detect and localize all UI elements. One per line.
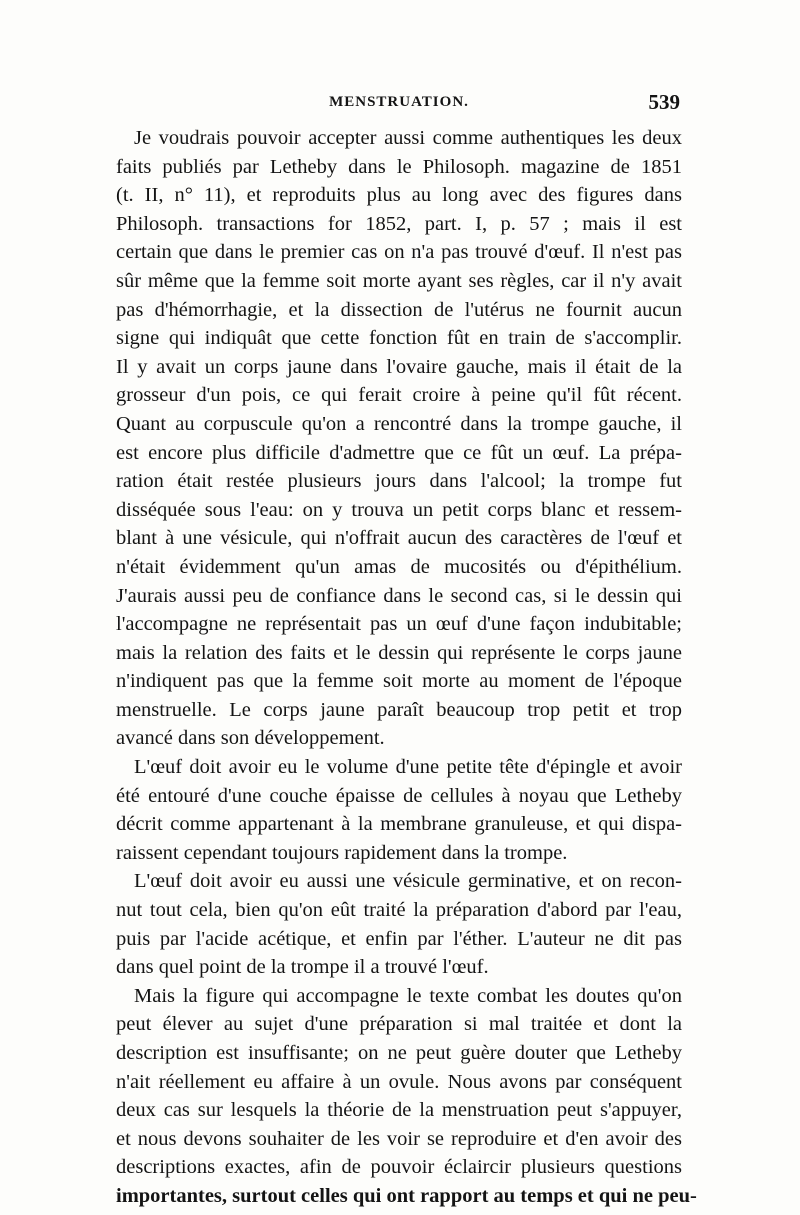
- text-line: Il y avait un corps jaune dans l'ovaire gauche, mais il était de la: [116, 355, 682, 378]
- text-line: n'ait réellement eu affaire à un ovule. Nous avons par conséquent: [116, 1070, 682, 1093]
- text-line: L'œuf doit avoir eu aussi une vésicule germinative, et on recon-: [134, 870, 682, 893]
- text-line: certain que dans le premier cas on n'a pas trouvé d'œuf. Il n'est pas: [116, 241, 682, 264]
- text-line: peut élever au sujet d'une préparation si mal traitée et dont la: [116, 1013, 682, 1036]
- running-header: [116, 92, 682, 116]
- running-title: MENSTRUATION.: [329, 94, 469, 110]
- text-line: faits publiés par Letheby dans le Philosoph. magazine de 1851: [116, 155, 682, 178]
- text-line: décrit comme appartenant à la membrane granuleuse, et qui dispa-: [116, 813, 682, 836]
- text-line: raissent cependant toujours rapidement dans la trompe.: [116, 841, 568, 864]
- text-line: sûr même que la femme soit morte ayant ses règles, car il n'y avait: [116, 269, 682, 292]
- text-line: Je voudrais pouvoir accepter aussi comme authentiques les deux: [134, 127, 682, 149]
- text-line: l'accompagne ne représentait pas un œuf d'une façon indubitable;: [116, 613, 682, 636]
- text-line: L'œuf doit avoir eu le volume d'une petite tête d'épingle et avoir: [134, 756, 682, 779]
- text-line: dans quel point de la trompe il a trouvé l'œuf.: [116, 956, 489, 979]
- text-line: Quant au corpuscule qu'on a rencontré dans la trompe gauche, il: [116, 412, 682, 435]
- text-line: mais la relation des faits et le dessin qui représente le corps jaune: [116, 641, 682, 664]
- text-line: et nous devons souhaiter de les voir se reproduire et d'en avoir des: [116, 1127, 682, 1150]
- text-line: signe qui indiquât que cette fonction fût en train de s'accomplir.: [116, 327, 682, 350]
- page-number: 539: [648, 90, 680, 114]
- text-line: Mais la figure qui accompagne le texte combat les doutes qu'on: [134, 984, 682, 1007]
- text-line: nut tout cela, bien qu'on eût traité la préparation d'abord par l'eau,: [116, 899, 682, 922]
- text-line: menstruelle. Le corps jaune paraît beaucoup trop petit et trop: [116, 698, 682, 721]
- text-line: ration était restée plusieurs jours dans l'alcool; la trompe fut: [116, 470, 682, 493]
- text-line: blant à une vésicule, qui n'offrait aucun des caractères de l'œuf et: [116, 527, 682, 550]
- text-line: grosseur d'un pois, ce qui ferait croire à peine qu'il fût récent.: [116, 384, 682, 407]
- text-line: n'indiquent pas que la femme soit morte au moment de l'époque: [116, 670, 682, 693]
- text-line: puis par l'acide acétique, et enfin par l'éther. L'auteur ne dit pas: [116, 927, 682, 950]
- text-line: descriptions exactes, afin de pouvoir éclaircir plusieurs questions: [116, 1156, 682, 1179]
- text-line: avancé dans son développement.: [116, 727, 385, 750]
- text-line: été entouré d'une couche épaisse de cellules à noyau que Letheby: [116, 784, 682, 807]
- text-line: (t. II, n° 11), et reproduits plus au long avec des figures dans: [116, 184, 682, 207]
- text-line: disséquée sous l'eau: on y trouva un petit corps blanc et ressem-: [116, 498, 682, 521]
- text-line: pas d'hémorrhagie, et la dissection de l'utérus ne fournit aucun: [116, 298, 682, 321]
- text-line: description est insuffisante; on ne peut guère douter que Letheby: [116, 1042, 682, 1064]
- text-line: deux cas sur lesquels la théorie de la menstruation peut s'appuyer,: [116, 1099, 682, 1122]
- text-line: Philosoph. transactions for 1852, part. I, p. 57 ; mais il est: [116, 212, 682, 235]
- text-line: importantes, surtout celles qui ont rapport au temps et qui ne peu-: [116, 1184, 697, 1207]
- text-line: est encore plus difficile d'admettre que ce fût un œuf. La prépa-: [116, 441, 682, 464]
- body-text: [116, 124, 697, 1211]
- text-line: J'aurais aussi peu de confiance dans le second cas, si le dessin qui: [116, 584, 682, 607]
- text-line: n'était évidemment qu'un amas de mucosités ou d'épithélium.: [116, 555, 682, 578]
